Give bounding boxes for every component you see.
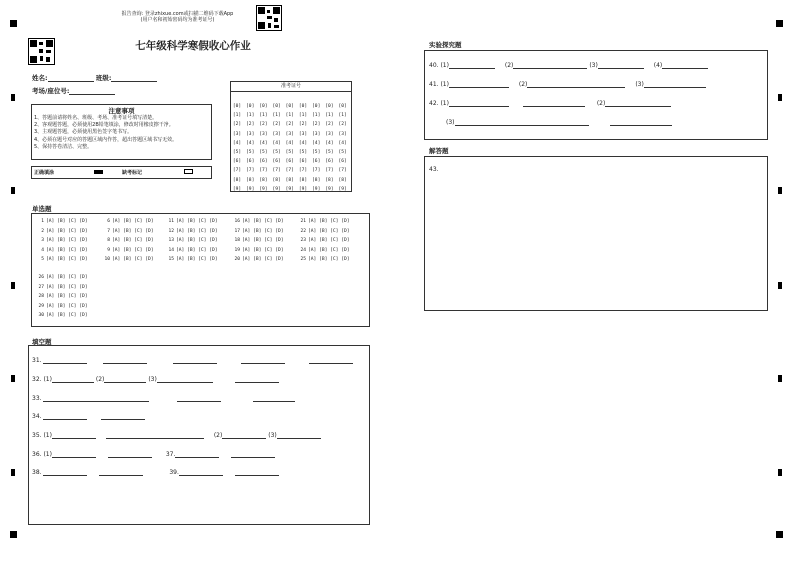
exam-id-title: 准考证号 <box>280 83 301 89</box>
class-label: 班级: <box>95 74 112 82</box>
exam-id-digit-bubble[interactable]: [2] <box>272 122 281 128</box>
exam-id-digit-bubble[interactable]: [9] <box>312 186 321 192</box>
timing-mark <box>11 282 15 289</box>
exam-id-digit-bubble[interactable]: [8] <box>232 177 242 183</box>
choice-item[interactable] <box>36 313 88 318</box>
timing-mark <box>11 469 15 476</box>
exam-id-digit-bubble[interactable]: [1] <box>325 113 334 119</box>
absent-mark-label: 缺考标记 <box>122 170 143 176</box>
choice-options[interactable]: [A] [B] [C] [D] <box>242 238 284 244</box>
choice-number: 20 <box>234 257 240 263</box>
choice-number: 24 <box>300 247 306 253</box>
choice-number: 9 <box>107 247 110 253</box>
choice-number: 26 <box>38 275 44 280</box>
exam-id-digit-bubble[interactable]: [7] <box>325 168 334 174</box>
question-33[interactable] <box>32 394 295 402</box>
choice-item[interactable] <box>166 229 218 234</box>
header-notice <box>110 11 245 23</box>
choice-number: 1 <box>41 219 44 224</box>
exam-id-digit-bubble[interactable]: [5] <box>272 150 281 156</box>
exam-id-digit-bubble[interactable]: [9] <box>338 186 347 192</box>
single-choice-title: 单选题 <box>32 205 52 213</box>
part-label: (1) <box>440 100 449 107</box>
exam-id-digit-bubble[interactable]: [1] <box>312 113 321 119</box>
exam-id-digit-bubble[interactable]: [1] <box>285 113 294 119</box>
choice-item[interactable] <box>36 248 88 253</box>
choice-number: 17 <box>234 228 240 234</box>
exam-id-column[interactable] <box>338 102 348 194</box>
exam-id-column[interactable] <box>311 102 321 194</box>
exam-id-digit-bubble[interactable]: [7] <box>312 168 321 174</box>
exam-id-digit-bubble[interactable]: [2] <box>246 122 255 128</box>
exam-id-column[interactable] <box>258 102 268 194</box>
exam-id-digit-bubble[interactable]: [4] <box>338 140 347 146</box>
exam-id-digit-bubble[interactable]: [5] <box>338 150 347 156</box>
exam-id-digit-bubble[interactable]: [9] <box>272 186 281 192</box>
choice-options[interactable]: [A] [B] [C] [D] <box>242 247 284 253</box>
question-38[interactable] <box>32 468 279 476</box>
exam-id-digit-bubble[interactable]: [5] <box>259 150 268 156</box>
exam-id-digit-bubble[interactable]: [0] <box>285 104 294 109</box>
exam-id-digit-bubble[interactable]: [7] <box>298 168 308 174</box>
choice-number: 30 <box>38 313 44 319</box>
choice-options[interactable]: [A] [B] [C] [D] <box>308 238 350 244</box>
part-label: (2) <box>596 100 606 107</box>
choice-number: 3 <box>41 238 44 244</box>
exam-id-digit-bubble[interactable]: [5] <box>298 150 308 156</box>
exam-id-digit-bubble[interactable]: [4] <box>312 140 321 146</box>
question-number: 32. <box>32 376 42 383</box>
exam-id-digit-bubble[interactable]: [7] <box>246 168 255 174</box>
exam-id-digit-bubble[interactable]: [6] <box>259 159 268 165</box>
choice-options[interactable]: [A] [B] [C] [D] <box>176 247 218 253</box>
page-title: 七年级科学寒假收心作业 <box>135 40 251 52</box>
choice-options[interactable]: [A] [B] [C] [D] <box>242 257 284 263</box>
choice-number: 21 <box>300 219 306 224</box>
choice-item[interactable] <box>232 257 284 262</box>
notes-item: 2、客观题答题，必须使用2B铅笔填涂，修改时用橡皮擦干净。 <box>34 122 174 129</box>
exam-id-digit-bubble[interactable]: [9] <box>298 186 308 192</box>
choice-item[interactable] <box>36 257 88 262</box>
exam-id-column[interactable] <box>324 102 334 194</box>
question-number: 35. <box>32 432 42 439</box>
exam-id-digit-bubble[interactable]: [2] <box>285 122 294 128</box>
exam-id-digit-bubble[interactable]: [8] <box>312 177 321 183</box>
exam-id-column[interactable] <box>298 102 308 194</box>
timing-mark <box>11 375 15 382</box>
choice-options[interactable]: [A] [B] [C] [D] <box>46 257 88 263</box>
exam-id-digit-bubble[interactable]: [2] <box>298 122 308 128</box>
exam-id-digit-bubble[interactable]: [0] <box>298 104 308 109</box>
choice-number: 22 <box>300 228 306 234</box>
notice-line-1: 报告查询: 登录zhixue.com或扫描二维码下载App <box>121 11 234 17</box>
exam-id-digit-bubble[interactable]: [3] <box>259 131 268 137</box>
choice-item[interactable] <box>232 248 284 253</box>
choice-item[interactable] <box>166 248 218 253</box>
experiment-title: 实验探究题 <box>429 41 462 49</box>
choice-item[interactable] <box>102 229 154 234</box>
exam-id-digit-bubble[interactable]: [7] <box>272 168 281 174</box>
exam-id-digit-bubble[interactable]: [3] <box>232 131 242 137</box>
question-number: 37. <box>165 451 176 458</box>
question-number: 41. <box>429 81 439 88</box>
choice-options[interactable]: [A] [B] [C] [D] <box>46 275 88 280</box>
exam-id-digit-bubble[interactable]: [4] <box>325 140 334 146</box>
question-31[interactable] <box>32 356 353 364</box>
question-number: 31. <box>32 357 42 364</box>
choice-number: 29 <box>38 303 44 309</box>
choice-options[interactable]: [A] [B] [C] [D] <box>46 247 88 253</box>
exam-id-digit-bubble[interactable]: [9] <box>232 186 242 192</box>
notice-line-2: (用户名和初始密码均为准考证号) <box>140 17 215 23</box>
answer-box[interactable] <box>424 156 768 311</box>
corner-mark-tl <box>10 20 17 27</box>
choice-item[interactable] <box>36 219 88 224</box>
choice-options[interactable]: [A] [B] [C] [D] <box>46 303 88 309</box>
exam-id-digit-bubble[interactable]: [1] <box>246 113 255 119</box>
name-field[interactable] <box>32 73 157 82</box>
exam-id-column[interactable] <box>245 102 255 194</box>
question-number: 33. <box>32 395 42 402</box>
question-42-part3[interactable] <box>446 118 672 126</box>
choice-item[interactable] <box>102 248 154 253</box>
exam-id-digit-bubble[interactable]: [5] <box>312 150 321 156</box>
exam-id-digit-bubble[interactable]: [9] <box>285 186 294 192</box>
question-number: 38. <box>32 469 42 476</box>
room-label: 考场/座位号: <box>32 87 70 95</box>
exam-id-digit-bubble[interactable]: [5] <box>246 150 255 156</box>
part-label: (1) <box>440 62 449 69</box>
part-label: (3) <box>446 119 455 126</box>
exam-id-digit-bubble[interactable]: [0] <box>338 104 347 109</box>
exam-id-digit-bubble[interactable]: [4] <box>246 140 255 146</box>
exam-id-digit-bubble[interactable]: [0] <box>312 104 321 109</box>
choice-item[interactable] <box>102 219 154 224</box>
question-42[interactable] <box>429 99 671 107</box>
choice-options[interactable]: [A] [B] [C] [D] <box>242 228 284 234</box>
exam-id-digit-bubble[interactable]: [3] <box>272 131 281 137</box>
exam-id-digit-bubble[interactable]: [8] <box>325 177 334 183</box>
choice-item[interactable] <box>298 238 350 243</box>
choice-item[interactable] <box>166 238 218 243</box>
choice-number: 15 <box>168 257 174 263</box>
exam-id-digit-bubble[interactable]: [8] <box>272 177 281 183</box>
choice-item[interactable] <box>232 219 284 224</box>
choice-options[interactable]: [A] [B] [C] [D] <box>176 238 218 244</box>
choice-item[interactable] <box>232 229 284 234</box>
part-label: (2) <box>95 376 105 383</box>
choice-item[interactable] <box>298 229 350 234</box>
timing-mark <box>778 282 782 289</box>
exam-id-digit-bubble[interactable]: [3] <box>285 131 294 137</box>
notes-item: 4、必须在题号对应的答题区域内作答，超出答题区域书写无效。 <box>34 136 178 143</box>
answer-title: 解答题 <box>429 147 449 155</box>
question-41[interactable] <box>429 80 706 88</box>
exam-id-digit-bubble[interactable]: [6] <box>246 159 255 165</box>
choice-options[interactable]: [A] [B] [C] [D] <box>112 238 154 244</box>
room-field[interactable] <box>32 86 115 95</box>
exam-id-digit-bubble[interactable]: [9] <box>325 186 334 192</box>
notes-item: 1、答题前请将姓名、班级、考场、准考证号填写清楚。 <box>34 115 158 121</box>
exam-id-digit-bubble[interactable]: [5] <box>325 150 334 156</box>
exam-id-digit-bubble[interactable]: [3] <box>312 131 321 137</box>
exam-id-digit-bubble[interactable]: [8] <box>285 177 294 183</box>
choice-options[interactable]: [A] [B] [C] [D] <box>112 247 154 253</box>
exam-id-digit-bubble[interactable]: [9] <box>259 186 268 192</box>
exam-id-digit-bubble[interactable]: [0] <box>246 104 255 109</box>
exam-id-digit-bubble[interactable]: [1] <box>232 113 242 119</box>
choice-options[interactable]: [A] [B] [C] [D] <box>176 257 218 263</box>
part-label: (1) <box>43 432 52 439</box>
choice-item[interactable] <box>298 257 350 262</box>
question-number: 39. <box>169 469 179 476</box>
exam-id-digit-bubble[interactable]: [6] <box>325 159 334 165</box>
corner-mark-br <box>776 531 783 538</box>
timing-mark <box>778 94 782 101</box>
choice-number: 27 <box>38 284 44 290</box>
part-label: (3) <box>635 81 644 88</box>
exam-id-digit-bubble[interactable]: [3] <box>246 131 255 137</box>
exam-id-digit-bubble[interactable]: [3] <box>325 131 334 137</box>
exam-id-digit-bubble[interactable]: [0] <box>259 104 268 109</box>
exam-id-digit-bubble[interactable]: [0] <box>232 104 242 109</box>
exam-id-digit-bubble[interactable]: [8] <box>338 177 347 183</box>
choice-options[interactable]: [A] [B] [C] [D] <box>176 219 218 224</box>
exam-id-digit-bubble[interactable]: [1] <box>298 113 308 119</box>
choice-number: 4 <box>41 247 44 253</box>
exam-id-header-line <box>230 91 352 92</box>
exam-id-digit-bubble[interactable]: [0] <box>325 104 334 109</box>
name-label: 姓名: <box>32 74 48 82</box>
choice-options[interactable]: [A] [B] [C] [D] <box>308 247 350 253</box>
choice-number: 13 <box>168 238 174 244</box>
question-number: 40. <box>429 62 439 69</box>
choice-options[interactable]: [A] [B] [C] [D] <box>46 219 88 224</box>
exam-id-digit-bubble[interactable]: [6] <box>232 159 242 165</box>
exam-id-digit-bubble[interactable]: [4] <box>298 140 308 146</box>
exam-id-digit-bubble[interactable]: [2] <box>259 122 268 128</box>
question-32[interactable] <box>32 375 279 383</box>
exam-id-digit-bubble[interactable]: [8] <box>246 177 255 183</box>
exam-id-digit-bubble[interactable]: [7] <box>232 168 242 174</box>
choice-options[interactable]: [A] [B] [C] [D] <box>308 257 350 263</box>
part-label: (1) <box>440 81 449 88</box>
exam-id-digit-bubble[interactable]: [8] <box>298 177 308 183</box>
part-label: (1) <box>43 376 52 383</box>
exam-id-column[interactable] <box>272 102 282 194</box>
choice-number: 5 <box>41 257 44 263</box>
choice-number: 23 <box>300 238 306 244</box>
part-label: (2) <box>518 81 528 88</box>
exam-id-digit-bubble[interactable]: [7] <box>285 168 294 174</box>
choice-number: 18 <box>234 238 240 244</box>
choice-number: 11 <box>168 219 174 224</box>
choice-options[interactable]: [A] [B] [C] [D] <box>46 313 88 319</box>
choice-item[interactable] <box>166 257 218 262</box>
notes-list <box>34 115 210 150</box>
exam-id-digit-bubble[interactable]: [2] <box>232 122 242 128</box>
part-label: (1) <box>43 451 52 458</box>
choice-item[interactable] <box>232 238 284 243</box>
question-43: 43. <box>429 166 439 173</box>
choice-options[interactable]: [A] [B] [C] [D] <box>242 219 284 224</box>
choice-item[interactable] <box>36 238 88 243</box>
choice-number: 19 <box>234 247 240 253</box>
exam-id-digit-bubble[interactable]: [7] <box>338 168 347 174</box>
exam-id-digit-bubble[interactable]: [0] <box>272 104 281 109</box>
correct-fill-sample <box>94 170 103 174</box>
exam-id-digit-bubble[interactable]: [6] <box>272 159 281 165</box>
part-label: (2) <box>504 62 514 69</box>
exam-id-digit-bubble[interactable]: [4] <box>259 140 268 146</box>
part-label: (3) <box>268 432 277 439</box>
choice-item[interactable] <box>166 219 218 224</box>
timing-mark <box>778 187 782 194</box>
fill-blank-title: 填空题 <box>32 338 52 346</box>
exam-id-digit-bubble[interactable]: [1] <box>259 113 268 119</box>
choice-options[interactable]: [A] [B] [C] [D] <box>112 257 154 263</box>
exam-id-digit-bubble[interactable]: [3] <box>298 131 308 137</box>
choice-item[interactable] <box>298 219 350 224</box>
choice-number: 6 <box>107 219 110 224</box>
qr-code-icon <box>28 38 55 65</box>
corner-mark-bl <box>10 531 17 538</box>
choice-options[interactable]: [A] [B] [C] [D] <box>46 238 88 244</box>
choice-options[interactable]: [A] [B] [C] [D] <box>112 219 154 224</box>
choice-options[interactable]: [A] [B] [C] [D] <box>176 228 218 234</box>
exam-id-digit-bubble[interactable]: [4] <box>285 140 294 146</box>
choice-number: 7 <box>107 228 110 234</box>
exam-id-digit-bubble[interactable]: [3] <box>338 131 347 137</box>
choice-number: 16 <box>234 219 240 224</box>
qr-code-icon <box>256 5 282 31</box>
timing-mark <box>11 187 15 194</box>
exam-id-digit-bubble[interactable]: [2] <box>338 122 347 128</box>
question-34[interactable] <box>32 412 145 420</box>
exam-id-digit-bubble[interactable]: [9] <box>246 186 255 192</box>
question-number: 42. <box>429 100 439 107</box>
question-number: 34. <box>32 413 42 420</box>
question-36[interactable] <box>32 450 275 458</box>
exam-id-digit-bubble[interactable]: [2] <box>325 122 334 128</box>
exam-id-digit-bubble[interactable]: [4] <box>272 140 281 146</box>
question-35[interactable] <box>32 431 321 439</box>
choice-options[interactable]: [A] [B] [C] [D] <box>308 228 350 234</box>
exam-id-digit-bubble[interactable]: [1] <box>272 113 281 119</box>
choice-item[interactable] <box>36 275 88 280</box>
choice-number: 10 <box>104 257 110 263</box>
choice-item[interactable] <box>102 257 154 262</box>
exam-id-digit-bubble[interactable]: [4] <box>232 140 242 146</box>
choice-item[interactable] <box>102 238 154 243</box>
choice-number: 25 <box>300 257 306 263</box>
exam-id-digit-bubble[interactable]: [6] <box>285 159 294 165</box>
exam-id-digit-bubble[interactable]: [6] <box>298 159 308 165</box>
exam-id-digit-bubble[interactable]: [5] <box>285 150 294 156</box>
choice-item[interactable] <box>36 294 88 299</box>
question-40[interactable] <box>429 61 708 69</box>
exam-id-digit-bubble[interactable]: [8] <box>259 177 268 183</box>
choice-item[interactable] <box>36 229 88 234</box>
exam-id-column[interactable] <box>285 102 295 194</box>
choice-options[interactable]: [A] [B] [C] [D] <box>46 284 88 290</box>
choice-number: 8 <box>107 238 110 244</box>
timing-mark <box>778 469 782 476</box>
exam-id-digit-bubble[interactable]: [1] <box>338 113 347 119</box>
notes-item: 5、保持答卷清洁、完整。 <box>34 143 93 150</box>
exam-id-digit-bubble[interactable]: [5] <box>232 150 242 156</box>
exam-id-digit-bubble[interactable]: [6] <box>312 159 321 165</box>
correct-fill-label: 正确填涂 <box>34 170 55 176</box>
timing-mark <box>778 375 782 382</box>
corner-mark-tr <box>776 20 783 27</box>
choice-item[interactable] <box>36 285 88 290</box>
choice-number: 12 <box>168 228 174 234</box>
choice-number: 2 <box>41 228 44 234</box>
choice-options[interactable]: [A] [B] [C] [D] <box>46 294 88 300</box>
question-number: 36. <box>32 451 42 458</box>
timing-mark <box>11 94 15 101</box>
part-label: (3) <box>589 62 598 69</box>
notes-item: 3、主观题答题，必须使用黑色签字笔书写。 <box>34 129 133 136</box>
choice-item[interactable] <box>298 248 350 253</box>
exam-id-digit-bubble[interactable]: [6] <box>338 159 347 165</box>
exam-id-digit-bubble[interactable]: [2] <box>312 122 321 128</box>
notes-title: 注意事项 <box>108 107 135 115</box>
part-label: (3) <box>148 376 157 383</box>
exam-id-digit-bubble[interactable]: [7] <box>259 168 268 174</box>
part-label: (2) <box>213 432 223 439</box>
choice-item[interactable] <box>36 304 88 309</box>
choice-options[interactable]: [A] [B] [C] [D] <box>112 228 154 234</box>
choice-options[interactable]: [A] [B] [C] [D] <box>46 228 88 234</box>
choice-number: 28 <box>38 294 44 300</box>
part-label: (4) <box>653 62 663 69</box>
choice-number: 14 <box>168 247 174 253</box>
choice-options[interactable]: [A] [B] [C] [D] <box>308 219 350 224</box>
absent-mark-box[interactable] <box>184 169 193 174</box>
exam-id-column[interactable] <box>232 102 242 194</box>
